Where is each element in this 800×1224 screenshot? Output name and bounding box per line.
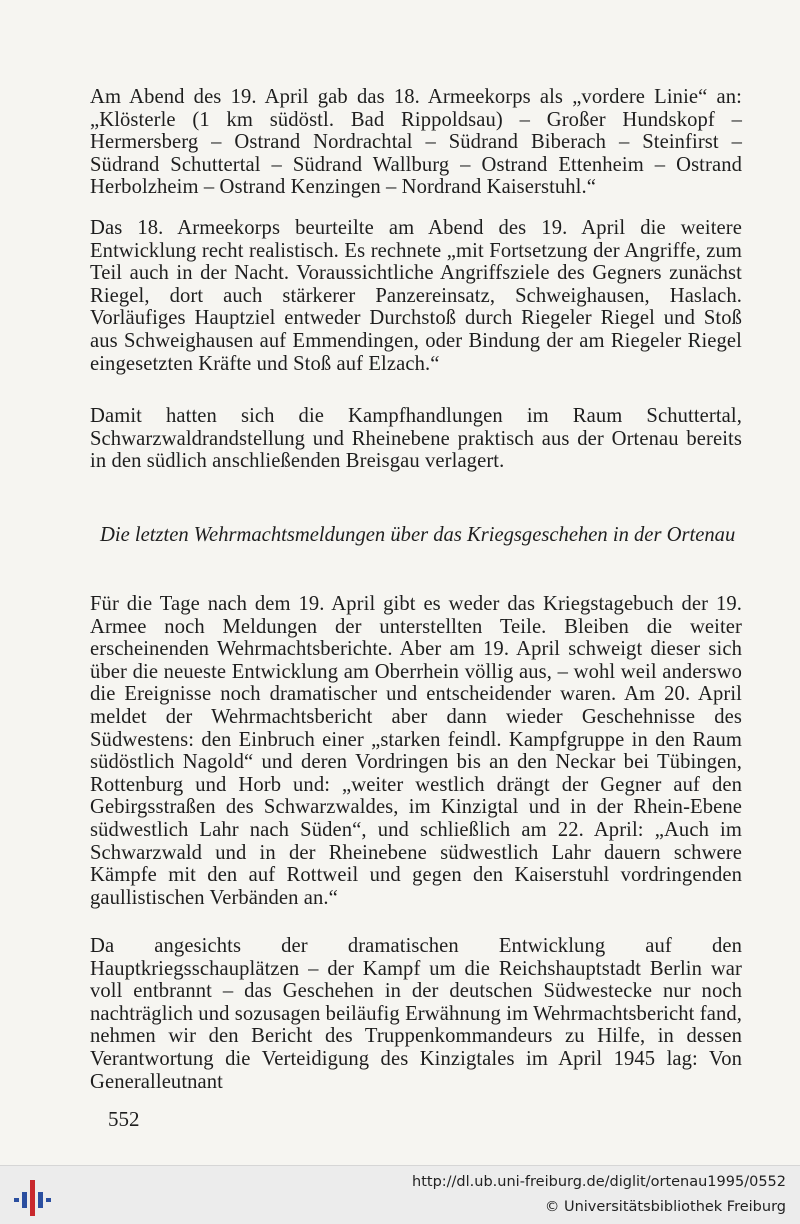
paragraph-1: Am Abend des 19. April gab das 18. Armeekorps als „vordere Linie“ an: „Klösterle (1 km südöstl. Bad Rippoldsau) – Großer Hundskopf – Hermersberg – Ostrand Nordrachtal – Südrand Biberach – Steinfirst – Südrand Schuttertal – Südrand Wallburg – Ostrand Ettenheim – Ostrand Herbolzheim – Ostrand Kenzingen – Nordrand Kaiserstuhl.“ [90,86,742,199]
copyright-notice: © Universitätsbibliothek Freiburg [544,1199,786,1215]
digital-library-footer [0,1165,800,1224]
ub-freiburg-logo-icon[interactable] [12,1178,52,1218]
paragraph-2: Das 18. Armeekorps beurteilte am Abend des 19. April die weitere Entwicklung recht realistisch. Es rechnete „mit Fortsetzung der Angriffe, zum Teil auch in der Nacht. Voraussichtliche Angriffsziele des Gegners zunächst Riegel, dort auch stärkerer Panzereinsatz, Schweighausen, Haslach. Vorläufiges Hauptziel entweder Durchstoß durch Riegeler Riegel und Stoß aus Schweighausen auf Emmendingen, oder Bindung der am Riegeler Riegel eingesetzten Kräfte und Stoß auf Elzach.“ [90,217,742,375]
section-heading: Die letzten Wehrmachtsmeldungen über das Kriegsgeschehen in der Ortenau [100,524,736,546]
page-number: 552 [108,1107,140,1131]
paragraph-4: Für die Tage nach dem 19. April gibt es weder das Kriegstagebuch der 19. Armee noch Meldungen der unterstellten Teile. Bleiben die weiter erscheinenden Wehrmachtsberichte. Aber am 19. April schweigt dieser sich über die neueste Entwicklung am Oberrhein völlig aus, – wohl weil anderswo die Ereignisse noch dramatischer und entscheidender waren. Am 20. April meldet der Wehrmachtsbericht aber dann wieder Geschehnisse des Südwestens: den Einbruch einer „starken feindl. Kampfgruppe in den Raum südöstlich Nagold“ und deren Vordringen bis an den Neckar bei Tübingen, Rottenburg und Horb und: „weiter westlich drängt der Gegner auf den Gebirgsstraßen des Schwarzwaldes, im Kinzigtal und in der Rhein-Ebene südwestlich Lahr nach Süden“, und schließlich am 22. April: „Auch im Schwarzwald und in der Rheinebene südwestlich Lahr dauern schwere Kämpfe mit den auf Rottweil und gegen den Kaiserstuhl vordringenden gaullistischen Verbänden an.“ [90,593,742,909]
paragraph-3: Damit hatten sich die Kampfhandlungen im Raum Schuttertal, Schwarzwaldrandstellung und Rheinebene praktisch aus der Ortenau bereits in den südlich anschließenden Breisgau verlagert. [90,405,742,473]
paragraph-5: Da angesichts der dramatischen Entwicklung auf den Hauptkriegsschauplätzen – der Kampf um die Reichshauptstadt Berlin war voll entbrannt – das Geschehen in der deutschen Südwestecke nur noch nachträglich und sozusagen beiläufig Erwähnung im Wehrmachtsbericht fand, nehmen wir den Bericht des Truppenkommandeurs zu Hilfe, in dessen Verantwortung die Verteidigung des Kinzigtales im April 1945 lag: Von Generalleutnant [90,935,742,1093]
document-url-link[interactable]: http://dl.ub.uni-freiburg.de/diglit/ortenau1995/0552 [412,1174,786,1190]
